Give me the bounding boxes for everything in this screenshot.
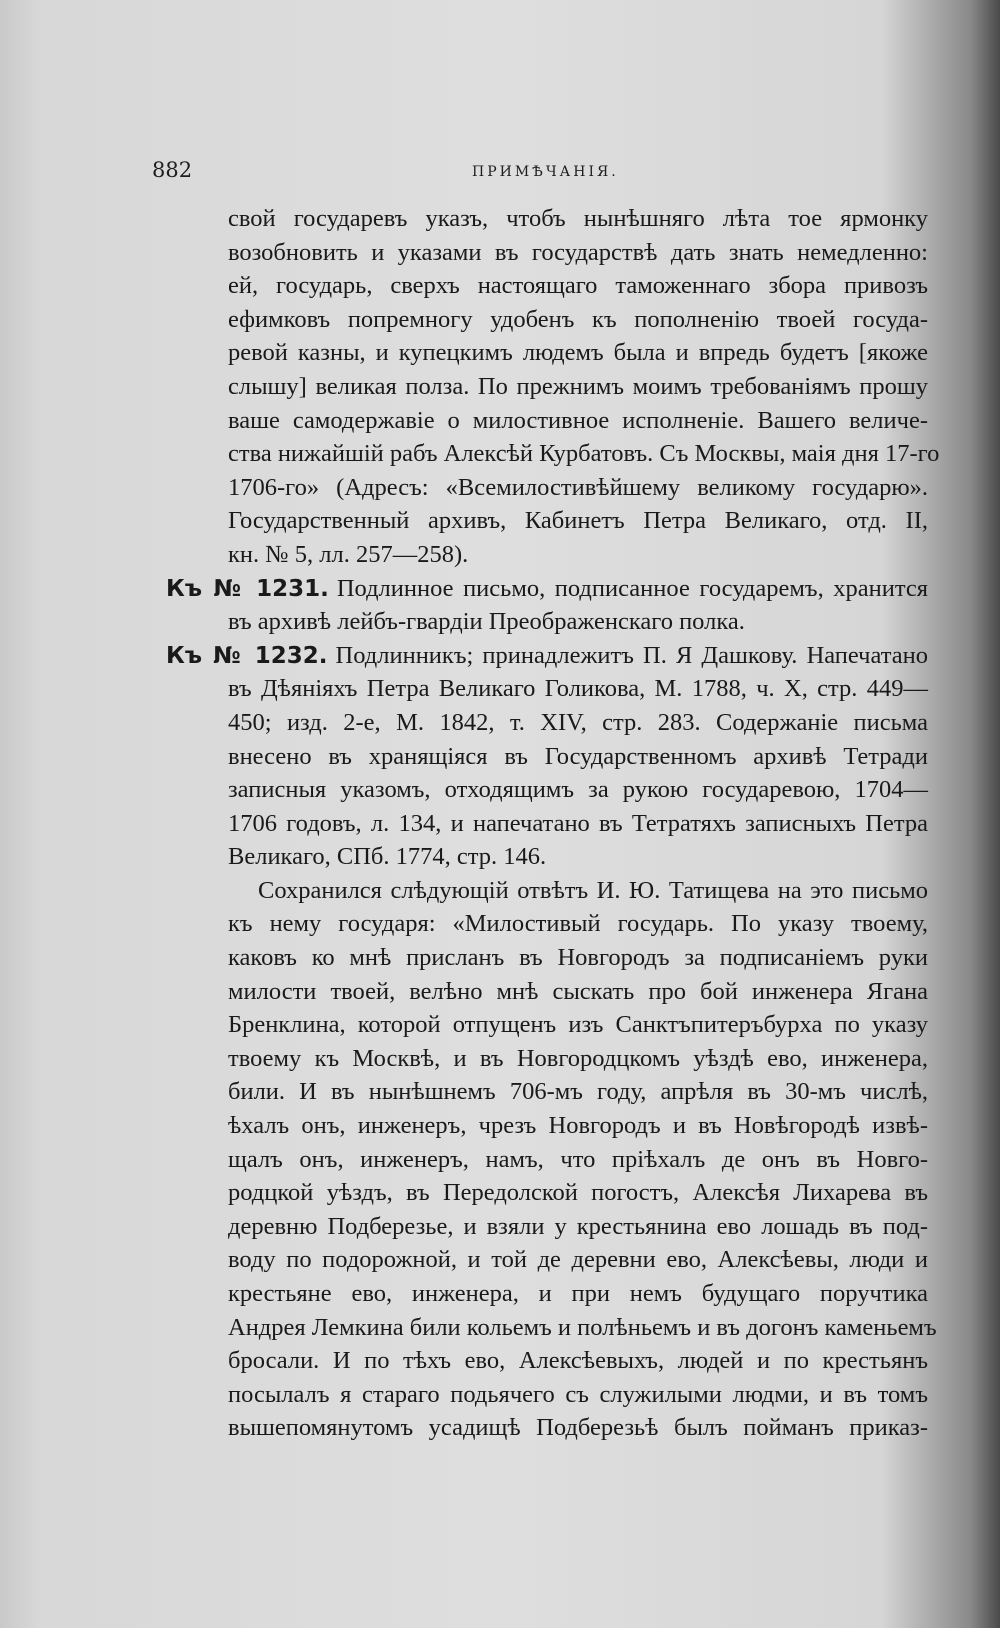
text-line: кн. № 5, лл. 257—258).: [228, 540, 469, 568]
note-1232-text: Подлинникъ; принадлежитъ П. Я Дашкову. Напечатано: [335, 641, 928, 669]
page-header: [152, 158, 742, 188]
text-line: 1706-го» (Адресъ: «Всемилостивѣйшему великому государю».: [228, 473, 928, 501]
text-line: милости твоей, велѣно мнѣ сыскать про бой инженера Ягана: [228, 977, 928, 1005]
text-line: Сохранился слѣдующій отвѣтъ И. Ю. Татищева на это письмо: [258, 876, 928, 904]
text-line: щалъ онъ, инженеръ, намъ, что пріѣхалъ де онъ въ Новго-: [228, 1145, 928, 1173]
text-line: Государственный архивъ, Кабинетъ Петра Великаго, отд. II,: [228, 507, 928, 535]
note-1232-first-line: [166, 639, 928, 673]
text-line: въ архивѣ лейбъ-гвардіи Преображенскаго полка.: [228, 608, 745, 636]
text-line: крестьяне ево, инженера, и при немъ будущаго поручтика: [228, 1280, 928, 1307]
main-text: [166, 202, 940, 1445]
text-line: били. И въ нынѣшнемъ 706-мъ году, апрѣля въ 30-мъ числѣ,: [228, 1078, 928, 1106]
text-line: ваше самодержавіе о милостивное исполненіе. Вашего величе-: [228, 406, 928, 434]
text-line: 450; изд. 2-е, М. 1842, т. XIV, стр. 283. Содержаніе письма: [228, 708, 928, 736]
text-line: деревню Подберезье, и взяли у крестьянина ево лошадь въ под-: [228, 1212, 928, 1240]
text-line: 1706 годовъ, л. 134, и напечатано въ Тетратяхъ записныхъ Петра: [228, 809, 928, 837]
note-1231-first-line: [166, 572, 928, 606]
text-line: слышу] великая полза. По прежнимъ моимъ требованіямъ прошу: [228, 372, 928, 400]
text-line: возобновить и указами въ государствѣ дать знать немедленно:: [228, 238, 928, 266]
note-1231-text: Подлинное письмо, подписанное государемъ, хранится: [336, 574, 928, 602]
text-line: каковъ ко мнѣ присланъ въ Новгородъ за подписаніемъ руки: [228, 944, 928, 972]
text-line: ѣхалъ онъ, инженеръ, чрезъ Новгородъ и въ Новѣгородѣ извѣ-: [228, 1112, 928, 1140]
text-line: твоему къ Москвѣ, и въ Новгородцкомъ уѣздѣ ево, инженера,: [228, 1044, 928, 1072]
text-line: ревой казны, и купецкимъ людемъ была и впредь будетъ [якоже: [228, 339, 928, 367]
text-line: ства нижайшій рабъ Алексѣй Курбатовъ. Съ Москвы, маія дня 17-го: [228, 440, 940, 468]
page-number: 882: [152, 158, 193, 182]
text-line: посылалъ я стараго подьячего съ служилыми людми, и въ томъ: [228, 1380, 928, 1408]
text-line: ей, государь, сверхъ настоящаго таможеннаго збора привозъ: [228, 272, 928, 300]
text-line: воду по подорожной, и той де деревни ево, Алексѣевы, люди и: [228, 1246, 928, 1274]
text-line: внесено въ хранящіяся въ Государственномъ архивѣ Тетради: [228, 742, 928, 770]
text-line: въ Дѣяніяхъ Петра Великаго Голикова, М. 1788, ч. X, стр. 449—: [228, 675, 928, 703]
running-title: ПРИМѢЧАНІЯ.: [472, 164, 619, 180]
note-ref-1232: Къ № 1232.: [166, 642, 328, 669]
text-line: вышепомянутомъ усадищѣ Подберезьѣ былъ пойманъ приказ-: [228, 1414, 928, 1442]
text-line: Великаго, СПб. 1774, стр. 146.: [228, 843, 547, 871]
text-line: къ нему государя: «Милостивый государь. По указу твоему,: [228, 910, 928, 938]
text-line: Бренклина, которой отпущенъ изъ Санктъпитеръбурха по указу: [228, 1011, 928, 1039]
text-line: записныя указомъ, отходящимъ за рукою государевою, 1704—: [228, 776, 928, 804]
note-ref-1231: Къ № 1231.: [166, 575, 329, 602]
text-line: бросали. И по тѣхъ ево, Алексѣевыхъ, людей и по крестьянъ: [228, 1347, 928, 1375]
text-line: ефимковъ попремногу удобенъ къ пополненію твоей госуда-: [228, 305, 928, 333]
text-line: Андрея Лемкина били кольемъ и полѣньемъ и въ догонъ каменьемъ: [228, 1313, 937, 1341]
text-line: родцкой уѣздъ, въ Передолской погостъ, Алексѣя Лихарева въ: [228, 1179, 928, 1207]
text-line: свой государевъ указъ, чтобъ нынѣшняго лѣта тое ярмонку: [228, 205, 928, 232]
